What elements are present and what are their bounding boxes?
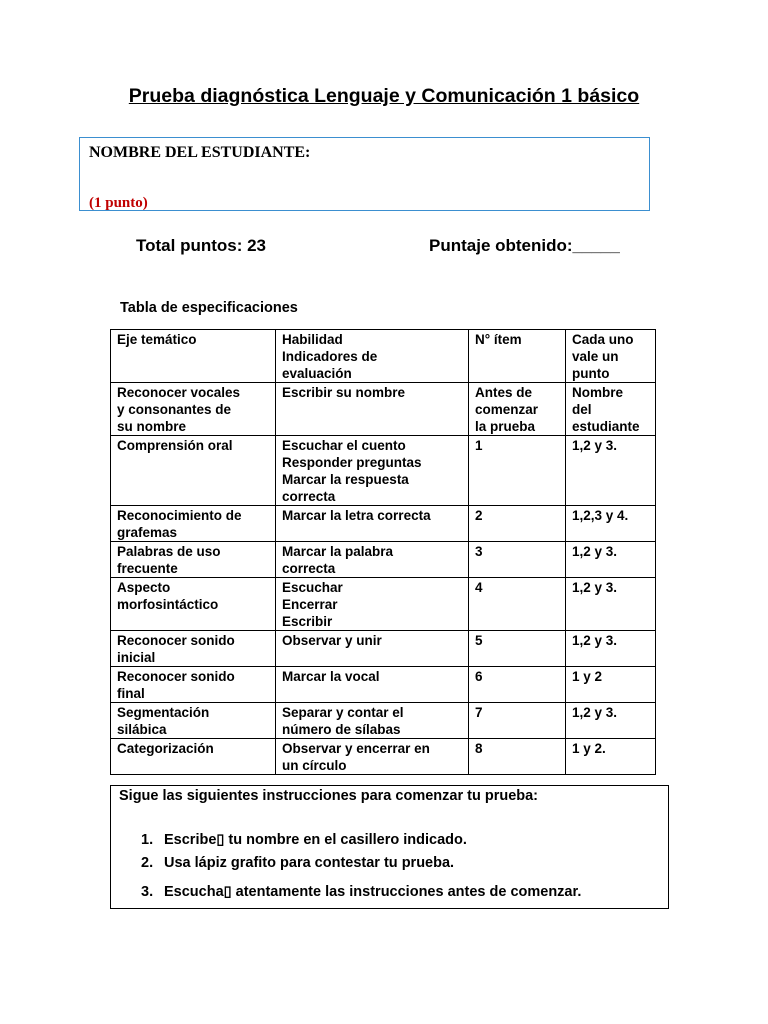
cell-text-line: Encerrar — [282, 597, 338, 612]
table-row — [111, 542, 656, 578]
table-cell — [111, 542, 276, 578]
cell-text-line: frecuente — [117, 561, 178, 576]
table-cell — [566, 436, 656, 506]
instruction-text: Escribe▯ tu nombre en el casillero indicado. — [164, 832, 467, 848]
cell-text-line: Eje temático — [117, 332, 197, 347]
instructions-box — [110, 785, 669, 909]
cell-text-line: evaluación — [282, 366, 352, 381]
cell-text-line: Marcar la vocal — [282, 669, 380, 684]
cell-text-line: del — [572, 402, 592, 417]
cell-text-line: número de sílabas — [282, 722, 401, 737]
table-cell — [566, 703, 656, 739]
table-header-cell — [111, 330, 276, 383]
table-cell — [111, 383, 276, 436]
cell-text-line: 1 y 2 — [572, 669, 603, 684]
student-name-points: (1 punto) — [89, 195, 148, 211]
table-cell — [469, 506, 566, 542]
table-header-cell — [469, 330, 566, 383]
cell-text-line: Categorización — [117, 741, 214, 756]
table-cell — [469, 383, 566, 436]
instruction-item — [141, 832, 467, 848]
table-header-cell — [566, 330, 656, 383]
table-cell — [469, 739, 566, 775]
cell-text-line: 8 — [475, 741, 483, 756]
cell-text-line: la prueba — [475, 419, 536, 434]
cell-text-line: punto — [572, 366, 610, 381]
table-row — [111, 703, 656, 739]
cell-text-line: Separar y contar el — [282, 705, 404, 720]
table-cell — [111, 631, 276, 667]
table-cell — [276, 436, 469, 506]
spec-table-caption: Tabla de especificaciones — [120, 300, 298, 316]
table-cell — [566, 739, 656, 775]
cell-text-line: correcta — [282, 561, 336, 576]
cell-text-line: Indicadores de — [282, 349, 378, 364]
cell-text-line: correcta — [282, 489, 336, 504]
table-cell — [276, 631, 469, 667]
cell-text-line: grafemas — [117, 525, 178, 540]
student-name-box[interactable] — [79, 137, 650, 211]
page-title: Prueba diagnóstica Lenguaje y Comunicación 1 básico — [128, 85, 640, 107]
cell-text-line: un círculo — [282, 758, 347, 773]
cell-text-line: final — [117, 686, 145, 701]
table-cell — [111, 578, 276, 631]
table-cell — [566, 631, 656, 667]
cell-text-line: Observar y encerrar en — [282, 741, 430, 756]
table-header-row — [111, 330, 656, 383]
cell-text-line: 1 y 2. — [572, 741, 606, 756]
table-cell — [469, 436, 566, 506]
table-row — [111, 578, 656, 631]
cell-text-line: N° ítem — [475, 332, 522, 347]
table-cell — [111, 667, 276, 703]
student-name-label: NOMBRE DEL ESTUDIANTE: — [89, 144, 311, 161]
cell-text-line: 7 — [475, 705, 483, 720]
cell-text-line: 1,2 y 3. — [572, 580, 618, 595]
cell-text-line: 3 — [475, 544, 483, 559]
cell-text-line: 6 — [475, 669, 483, 684]
cell-text-line: Antes de — [475, 385, 533, 400]
spec-table — [110, 329, 656, 775]
obtained-points: Puntaje obtenido:_____ — [429, 236, 620, 255]
table-cell — [566, 542, 656, 578]
table-cell — [566, 578, 656, 631]
cell-text-line: Marcar la respuesta — [282, 472, 409, 487]
instruction-text: Usa lápiz grafito para contestar tu prueba. — [164, 855, 455, 871]
table-cell — [276, 383, 469, 436]
table-cell — [111, 506, 276, 542]
total-points: Total puntos: 23 — [136, 236, 267, 255]
cell-text-line: 5 — [475, 633, 483, 648]
cell-text-line: morfosintáctico — [117, 597, 219, 612]
cell-text-line: 1,2 y 3. — [572, 438, 618, 453]
cell-text-line: vale un — [572, 349, 619, 364]
cell-text-line: 1,2 y 3. — [572, 633, 618, 648]
cell-text-line: Habilidad — [282, 332, 343, 347]
cell-text-line: Reconocer sonido — [117, 669, 235, 684]
cell-text-line: 1,2 y 3. — [572, 544, 618, 559]
table-cell — [276, 739, 469, 775]
instruction-text: Escucha▯ atentamente las instrucciones antes de comenzar. — [164, 884, 582, 900]
table-cell — [469, 631, 566, 667]
cell-text-line: 1,2,3 y 4. — [572, 508, 629, 523]
table-cell — [111, 436, 276, 506]
instruction-item — [141, 855, 454, 871]
cell-text-line: 1 — [475, 438, 483, 453]
table-cell — [276, 578, 469, 631]
table-cell — [469, 578, 566, 631]
table-cell — [469, 542, 566, 578]
cell-text-line: Comprensión oral — [117, 438, 233, 453]
table-row — [111, 739, 656, 775]
cell-text-line: Escribir su nombre — [282, 385, 406, 400]
table-row — [111, 383, 656, 436]
cell-text-line: Escribir — [282, 614, 333, 629]
table-row — [111, 506, 656, 542]
cell-text-line: Segmentación — [117, 705, 210, 720]
cell-text-line: su nombre — [117, 419, 187, 434]
table-cell — [111, 739, 276, 775]
cell-text-line: inicial — [117, 650, 156, 665]
instructions-heading: Sigue las siguientes instrucciones para comenzar tu prueba: — [119, 788, 539, 804]
cell-text-line: Nombre — [572, 385, 624, 400]
cell-text-line: silábica — [117, 722, 167, 737]
table-cell — [276, 703, 469, 739]
table-cell — [469, 667, 566, 703]
cell-text-line: y consonantes de — [117, 402, 232, 417]
table-cell — [566, 383, 656, 436]
cell-text-line: 1,2 y 3. — [572, 705, 618, 720]
table-row — [111, 667, 656, 703]
table-cell — [469, 703, 566, 739]
table-header-cell — [276, 330, 469, 383]
cell-text-line: 4 — [475, 580, 483, 595]
table-cell — [111, 703, 276, 739]
cell-text-line: Observar y unir — [282, 633, 382, 648]
table-cell — [566, 506, 656, 542]
cell-text-line: Reconocimiento de — [117, 508, 242, 523]
instruction-number: 1. — [141, 832, 154, 848]
cell-text-line: Marcar la letra correcta — [282, 508, 431, 523]
cell-text-line: Escuchar — [282, 580, 343, 595]
cell-text-line: Escuchar el cuento — [282, 438, 406, 453]
cell-text-line: estudiante — [572, 419, 640, 434]
instruction-number: 2. — [141, 855, 154, 871]
table-cell — [566, 667, 656, 703]
cell-text-line: comenzar — [475, 402, 539, 417]
instruction-number: 3. — [141, 884, 154, 900]
cell-text-line: Reconocer sonido — [117, 633, 235, 648]
cell-text-line: 2 — [475, 508, 483, 523]
cell-text-line: Marcar la palabra — [282, 544, 394, 559]
cell-text-line: Cada uno — [572, 332, 634, 347]
table-cell — [276, 542, 469, 578]
instruction-item — [141, 884, 581, 900]
table-row — [111, 631, 656, 667]
table-cell — [276, 506, 469, 542]
cell-text-line: Reconocer vocales — [117, 385, 241, 400]
cell-text-line: Aspecto — [117, 580, 171, 595]
table-cell — [276, 667, 469, 703]
cell-text-line: Responder preguntas — [282, 455, 422, 470]
table-row — [111, 436, 656, 506]
cell-text-line: Palabras de uso — [117, 544, 221, 559]
